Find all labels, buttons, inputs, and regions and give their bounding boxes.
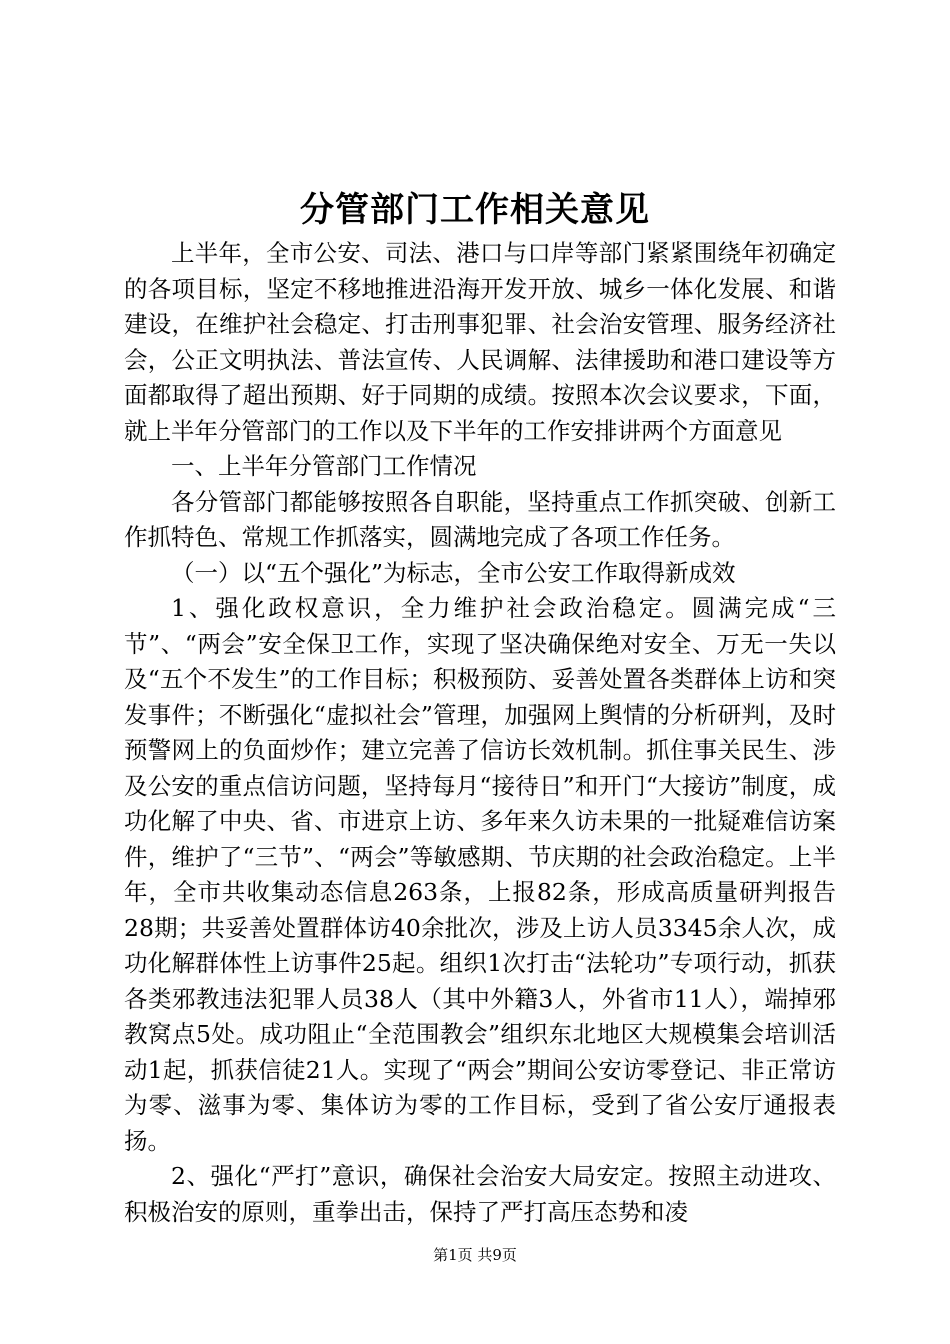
paragraph-item-1: 1、强化政权意识，全力维护社会政治稳定。圆满完成“三节”、“两会”安全保卫工作，实现了坚决确保绝对安全、万无一失以及“五个不发生”的工作目标；积极预防、妥善处置各类群体上访和突发事件；不断强化“虚拟社会”管理，加强网上舆情的分析研判，及时预警网上的负面炒作；建立完善了信访长效机制。抓住事关民生、涉及公安的重点信访问题，坚持每月“接待日”和开门“大接访”制度，成功化解了中央、省、市进京上访、多年来久访未果的一批疑难信访案件，维护了“三节”、“两会”等敏感期、节庆期的社会政治稳定。上半年，全市共收集动态信息263条，上报82条，形成高质量研判报告28期；共妥善处置群体访40余批次，涉及上访人员3345余人次，成功化解群体性上访事件25起。组织1次打击“法轮功”专项行动，抓获各类邪教违法犯罪人员38人（其中外籍3人，外省市11人），端掉邪教窝点5处。成功阻止“全范围教会”组织东北地区大规模集会培训活动1起，抓获信徒21人。实现了“两会”期间公安访零登记、非正常访为零、滋事为零、集体访为零的工作目标，受到了省公安厅通报表扬。 (124, 594, 836, 1155)
subsection-heading: （一）以“五个强化”为标志，全市公安工作取得新成效 (171, 558, 736, 587)
document-title: 分管部门工作相关意见 (300, 190, 650, 230)
page-footer: 第1页 共9页 (433, 1246, 517, 1264)
document-body (124, 236, 836, 1230)
paragraph-intro: 上半年，全市公安、司法、港口与口岸等部门紧紧围绕年初确定的各项目标，坚定不移地推进沿海开发开放、城乡一体化发展、和谐建设，在维护社会稳定、打击刑事犯罪、社会治安管理、服务经济社会，公正文明执法、普法宣传、人民调解、法律援助和港口建设等方面都取得了超出预期、好于同期的成绩。按照本次会议要求，下面，就上半年分管部门的工作以及下半年的工作安排讲两个方面意见 (124, 239, 836, 445)
paragraph-summary: 各分管部门都能够按照各自职能，坚持重点工作抓突破、创新工作抓特色、常规工作抓落实，圆满地完成了各项工作任务。 (124, 487, 836, 551)
section-heading: 一、上半年分管部门工作情况 (171, 452, 477, 480)
paragraph-item-2: 2、强化“严打”意识，确保社会治安大局安定。按照主动进攻、积极治安的原则，重拳出击，保持了严打高压态势和凌 (124, 1162, 836, 1226)
